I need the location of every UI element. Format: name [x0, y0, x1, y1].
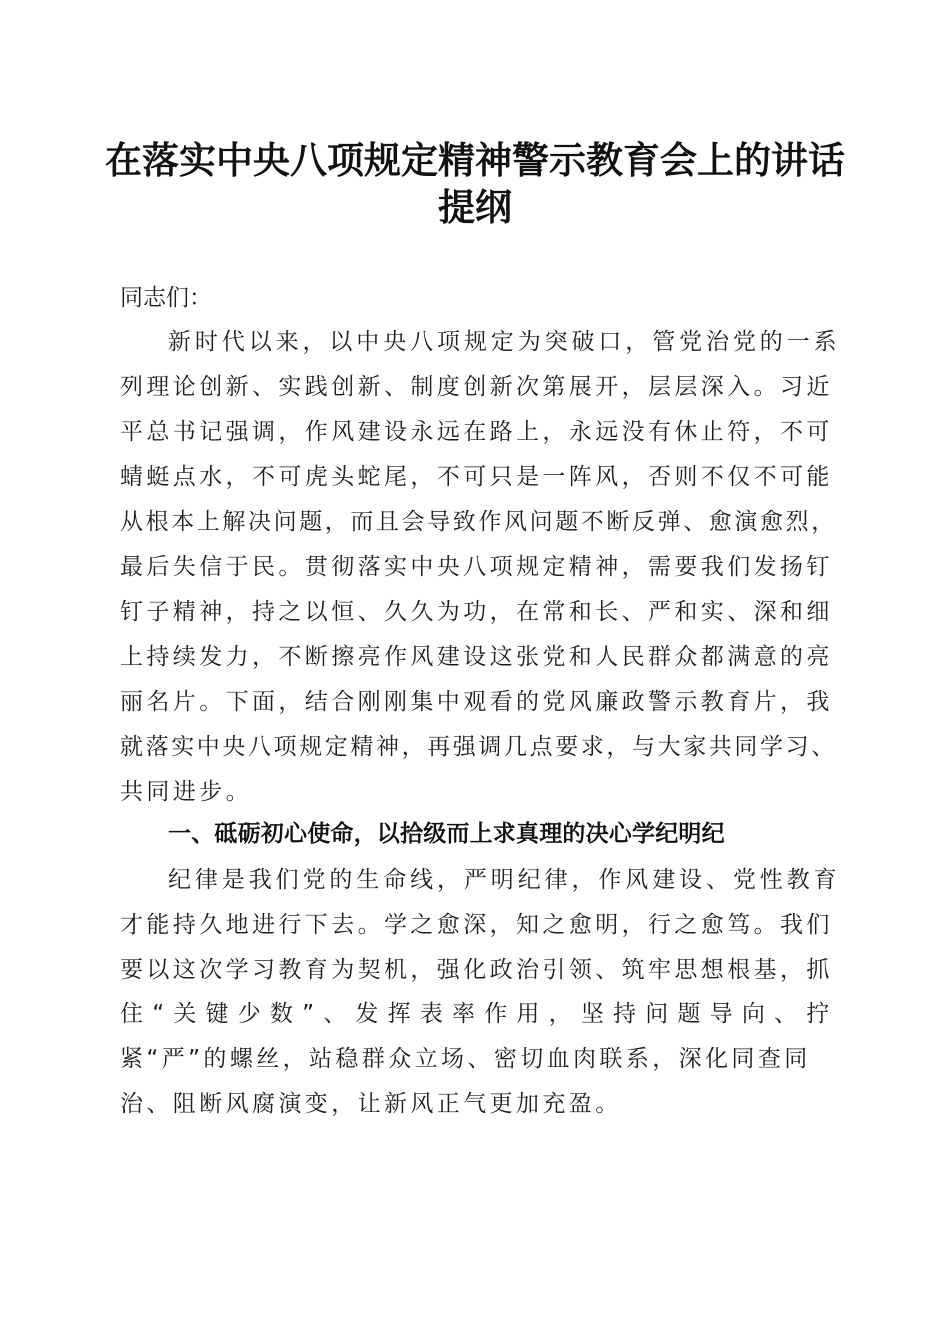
paragraph-line: 最后失信于民。贯彻落实中央八项规定精神，需要我们发扬钉	[120, 554, 833, 580]
paragraph-line: 住“关键少数”、发挥表率作用，坚持问题导向、拧	[120, 1001, 839, 1027]
paragraph-line: 从根本上解决问题，而且会导致作风问题不断反弹、愈演愈烈，	[120, 509, 837, 535]
paragraph-line: 才能持久地进行下去。学之愈深，知之愈明，行之愈笃。我们	[120, 912, 833, 938]
paragraph-line: 平总书记强调，作风建设永远在路上，永远没有休止符，不可	[120, 419, 833, 445]
paragraph-line: 治、阻断风腐演变，让新风正气更加充盈。	[120, 1091, 622, 1117]
paragraph-line: 紧“严”的螺丝，站稳群众立场、密切血肉联系，深化同查同	[120, 1046, 811, 1072]
paragraph-line: 要以这次学习教育为契机，强化政治引领、筑牢思想根基，抓	[120, 957, 833, 983]
document-body	[120, 0, 841, 1344]
paragraph-line: 就落实中央八项规定精神，再强调几点要求，与大家共同学习、	[120, 734, 837, 760]
paragraph-line: 钉子精神，持之以恒、久久为功，在常和长、严和实、深和细	[120, 599, 833, 625]
paragraph-line: 纪律是我们党的生命线，严明纪律，作风建设、党性教育	[168, 867, 841, 893]
paragraph-line: 上持续发力，不断擦亮作风建设这张党和人民群众都满意的亮	[120, 644, 833, 670]
document-title-line-1: 在落实中央八项规定精神警示教育会上的讲话	[105, 138, 845, 182]
document-title-line-2: 提纲	[438, 185, 512, 229]
paragraph-line: 新时代以来，以中央八项规定为突破口，管党治党的一系	[168, 329, 841, 355]
salutation: 同志们：	[120, 285, 212, 311]
paragraph-line: 蜻蜓点水，不可虎头蛇尾，不可只是一阵风，否则不仅不可能	[120, 464, 833, 490]
paragraph-line: 丽名片。下面，结合刚刚集中观看的党风廉政警示教育片，我	[120, 689, 833, 715]
section-heading-1: 一、砥砺初心使命，以拾级而上求真理的决心学纪明纪	[168, 821, 725, 847]
paragraph-line: 共同进步。	[120, 779, 252, 805]
paragraph-line: 列理论创新、实践创新、制度创新次第展开，层层深入。习近	[120, 374, 833, 400]
